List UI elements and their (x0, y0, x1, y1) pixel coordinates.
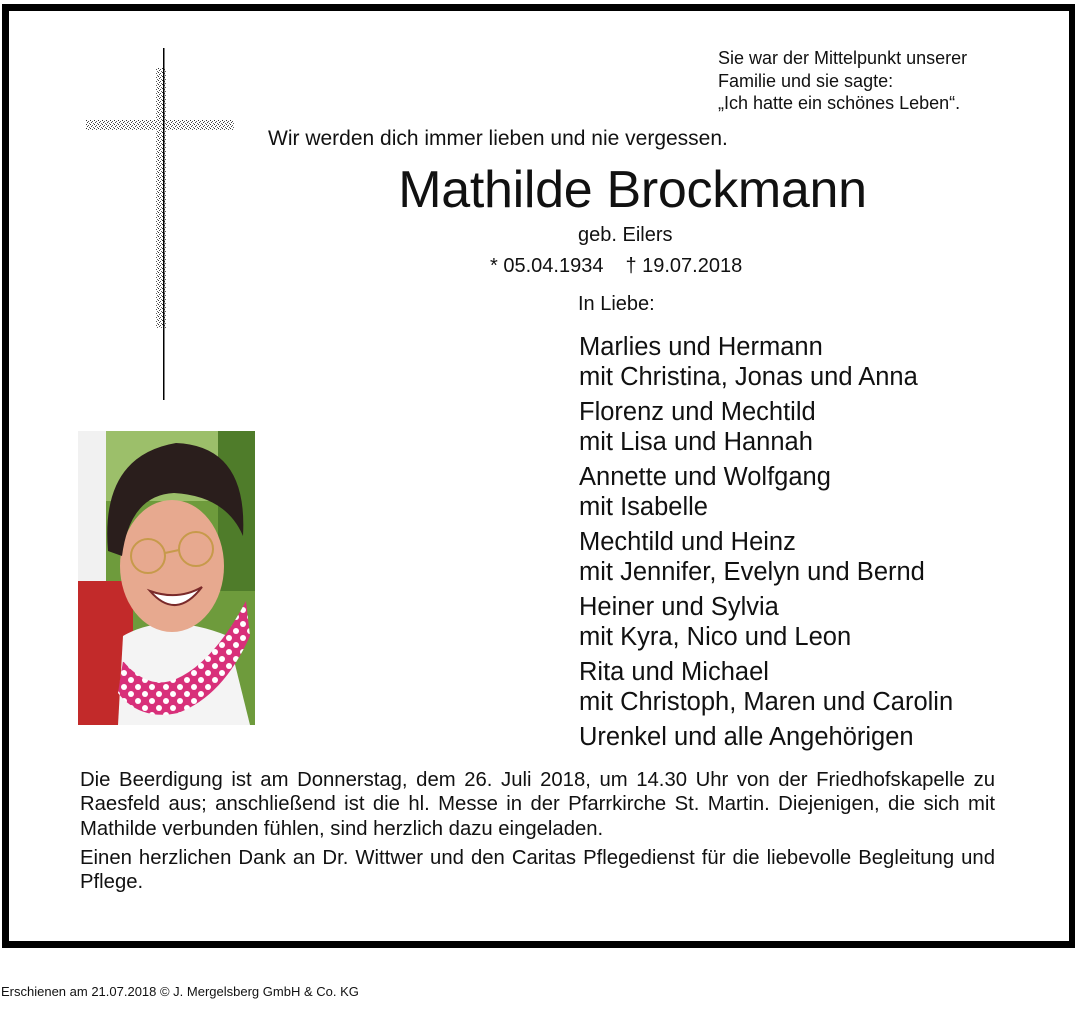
portrait-photo (78, 431, 255, 725)
quote-block (718, 47, 1038, 115)
family-line: Rita und Michael (579, 658, 769, 686)
cross-icon (82, 48, 237, 400)
life-dates (490, 255, 742, 278)
funeral-paragraph: Die Beerdigung ist am Donnerstag, dem 26. Juli 2018, um 14.30 Uhr von der Friedhofskapelle zu Raesfeld aus; anschließend ist die hl. Messe in der Pfarrkirche St. Martin. Diejenigen, die sich mit Mathilde verbunden fühlen, sind herzlich dazu eingeladen. (80, 769, 995, 840)
body-text (80, 768, 995, 899)
quote-line: „Ich hatte ein schönes Leben“. (718, 93, 961, 113)
family-closing: Urenkel und alle Angehörigen (579, 723, 914, 751)
family-line: Heiner und Sylvia (579, 593, 779, 621)
family-line: mit Christina, Jonas und Anna (579, 363, 918, 391)
family-group (579, 462, 1019, 522)
family-line: mit Lisa und Hannah (579, 428, 813, 456)
family-group (579, 527, 1019, 587)
family-group (579, 592, 1019, 652)
quote-line: Sie war der Mittelpunkt unserer (718, 48, 968, 68)
family-group (579, 332, 1019, 392)
family-line: mit Isabelle (579, 493, 708, 521)
family-group (579, 397, 1019, 457)
family-line: Florenz und Mechtild (579, 398, 816, 426)
family-line: Annette und Wolfgang (579, 463, 831, 491)
birth-date: * 05.04.1934 (490, 255, 604, 277)
quote-line: Familie und sie sagte: (718, 70, 894, 91)
in-liebe-label: In Liebe: (578, 293, 655, 315)
thanks-paragraph: Einen herzlichen Dank an Dr. Wittwer und den Caritas Pflegedienst für die liebevolle Begleitung und Pflege. (80, 846, 995, 894)
intro-line: Wir werden dich immer lieben und nie vergessen. (268, 127, 728, 150)
death-date: † 19.07.2018 (625, 255, 743, 277)
family-line: mit Christoph, Maren und Carolin (579, 688, 954, 716)
family-line: Marlies und Hermann (579, 333, 823, 361)
family-line: mit Kyra, Nico und Leon (579, 623, 852, 651)
family-line: mit Jennifer, Evelyn und Bernd (579, 558, 925, 586)
family-group (579, 657, 1019, 717)
publication-footer: Erschienen am 21.07.2018 © J. Mergelsberg GmbH & Co. KG (1, 984, 359, 999)
deceased-name: Mathilde Brockmann (398, 161, 867, 219)
family-line: Mechtild und Heinz (579, 528, 796, 556)
family-list (579, 332, 1019, 752)
born-name: geb. Eilers (578, 224, 673, 246)
